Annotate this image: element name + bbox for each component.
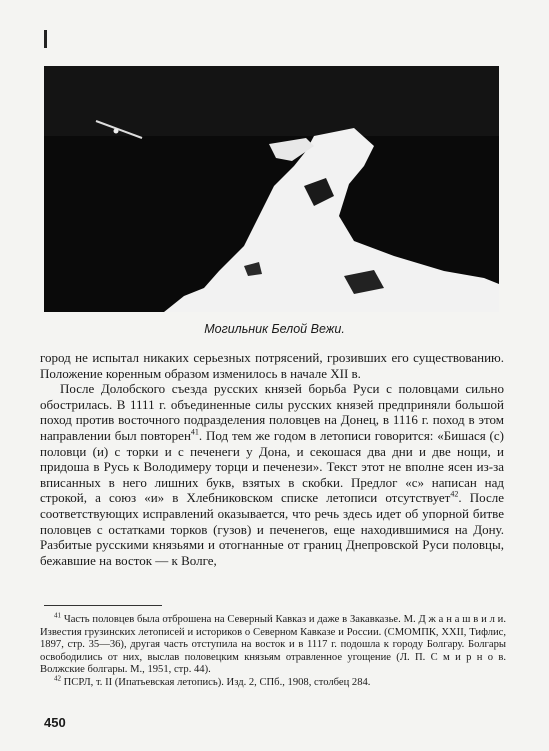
footnote-number: 42 xyxy=(54,674,61,683)
footnote-41 xyxy=(40,611,506,677)
paragraph-1: город не испытал никаких серьезных потрясений, грозивших его существованию. Положение коренным образом изменилось в начале XII в. xyxy=(40,350,504,381)
page-number: 450 xyxy=(44,715,66,730)
footnote-rule xyxy=(44,605,162,606)
burial-ground-photo xyxy=(44,66,499,312)
main-text xyxy=(40,350,504,568)
footnotes xyxy=(40,611,506,690)
footnote-42 xyxy=(40,674,506,690)
footnote-number: 41 xyxy=(54,611,61,620)
footnote-ref-41: 41 xyxy=(190,427,199,437)
footnote-ref-42: 42 xyxy=(450,490,459,500)
photo-image xyxy=(44,66,499,312)
figure-caption: Могильник Белой Вежи. xyxy=(204,322,345,336)
paragraph-2 xyxy=(40,381,504,568)
paragraph-2-part-c: . После соответствующих исправлений оказывается, что речь здесь идет об упорной битве половцев с остатками торков (гузов) и печенегов, еще находившимися на Дону. Разбитые русскими князьями и отогнанные от границ Днепровской Руси половцы, бежавшие на восток — к Волге, xyxy=(40,490,504,568)
scan-mark xyxy=(44,30,47,48)
footnote-text: ПСРЛ, т. II (Ипатьевская летопись). Изд. 2, СПб., 1908, столбец 284. xyxy=(63,676,371,688)
paragraph-2-part-a: После Долобского съезда русских князей борьба Руси с половцами сильно обострилась. В 1111 г. объединенные силы русских князей предприняли большой поход против восточного подразделения половцев на Донец, в 1116 г. поход в этом направлении был повторен xyxy=(40,381,504,443)
paragraph-2-part-b: . Под тем же годом в летописи говорится: «Бишася (с) половци (и) с торки и с печенеги у Дона, и секошася два дни и две нощи, и придоша в Русь к Володимеру торци и печенези». Текст этот не вполне ясен из-за вписанных в него лишних букв, взятых в скобки. Предлог «с» написан над строкой, а союз «и» в Хлебниковском списке летописи отсутствует xyxy=(40,427,504,506)
footnote-text: Часть половцев была отброшена на Северный Кавказ и даже в Закавказье. М. Д ж а н а ш в и л и. Известия грузинских летописей и историков о Северном Кавказе и России. (СМОМПК, XXII, Тифлис, 1897, стр. 35—36), другая часть отступила на восток и в 1117 г. подошла к городу Болгару. Болгары освободились от них, выслав половецким князьям отравленное угощение (Л. П. С м и р н о в. Волжские болгары. М., 1951, стр. 44). xyxy=(40,614,506,676)
